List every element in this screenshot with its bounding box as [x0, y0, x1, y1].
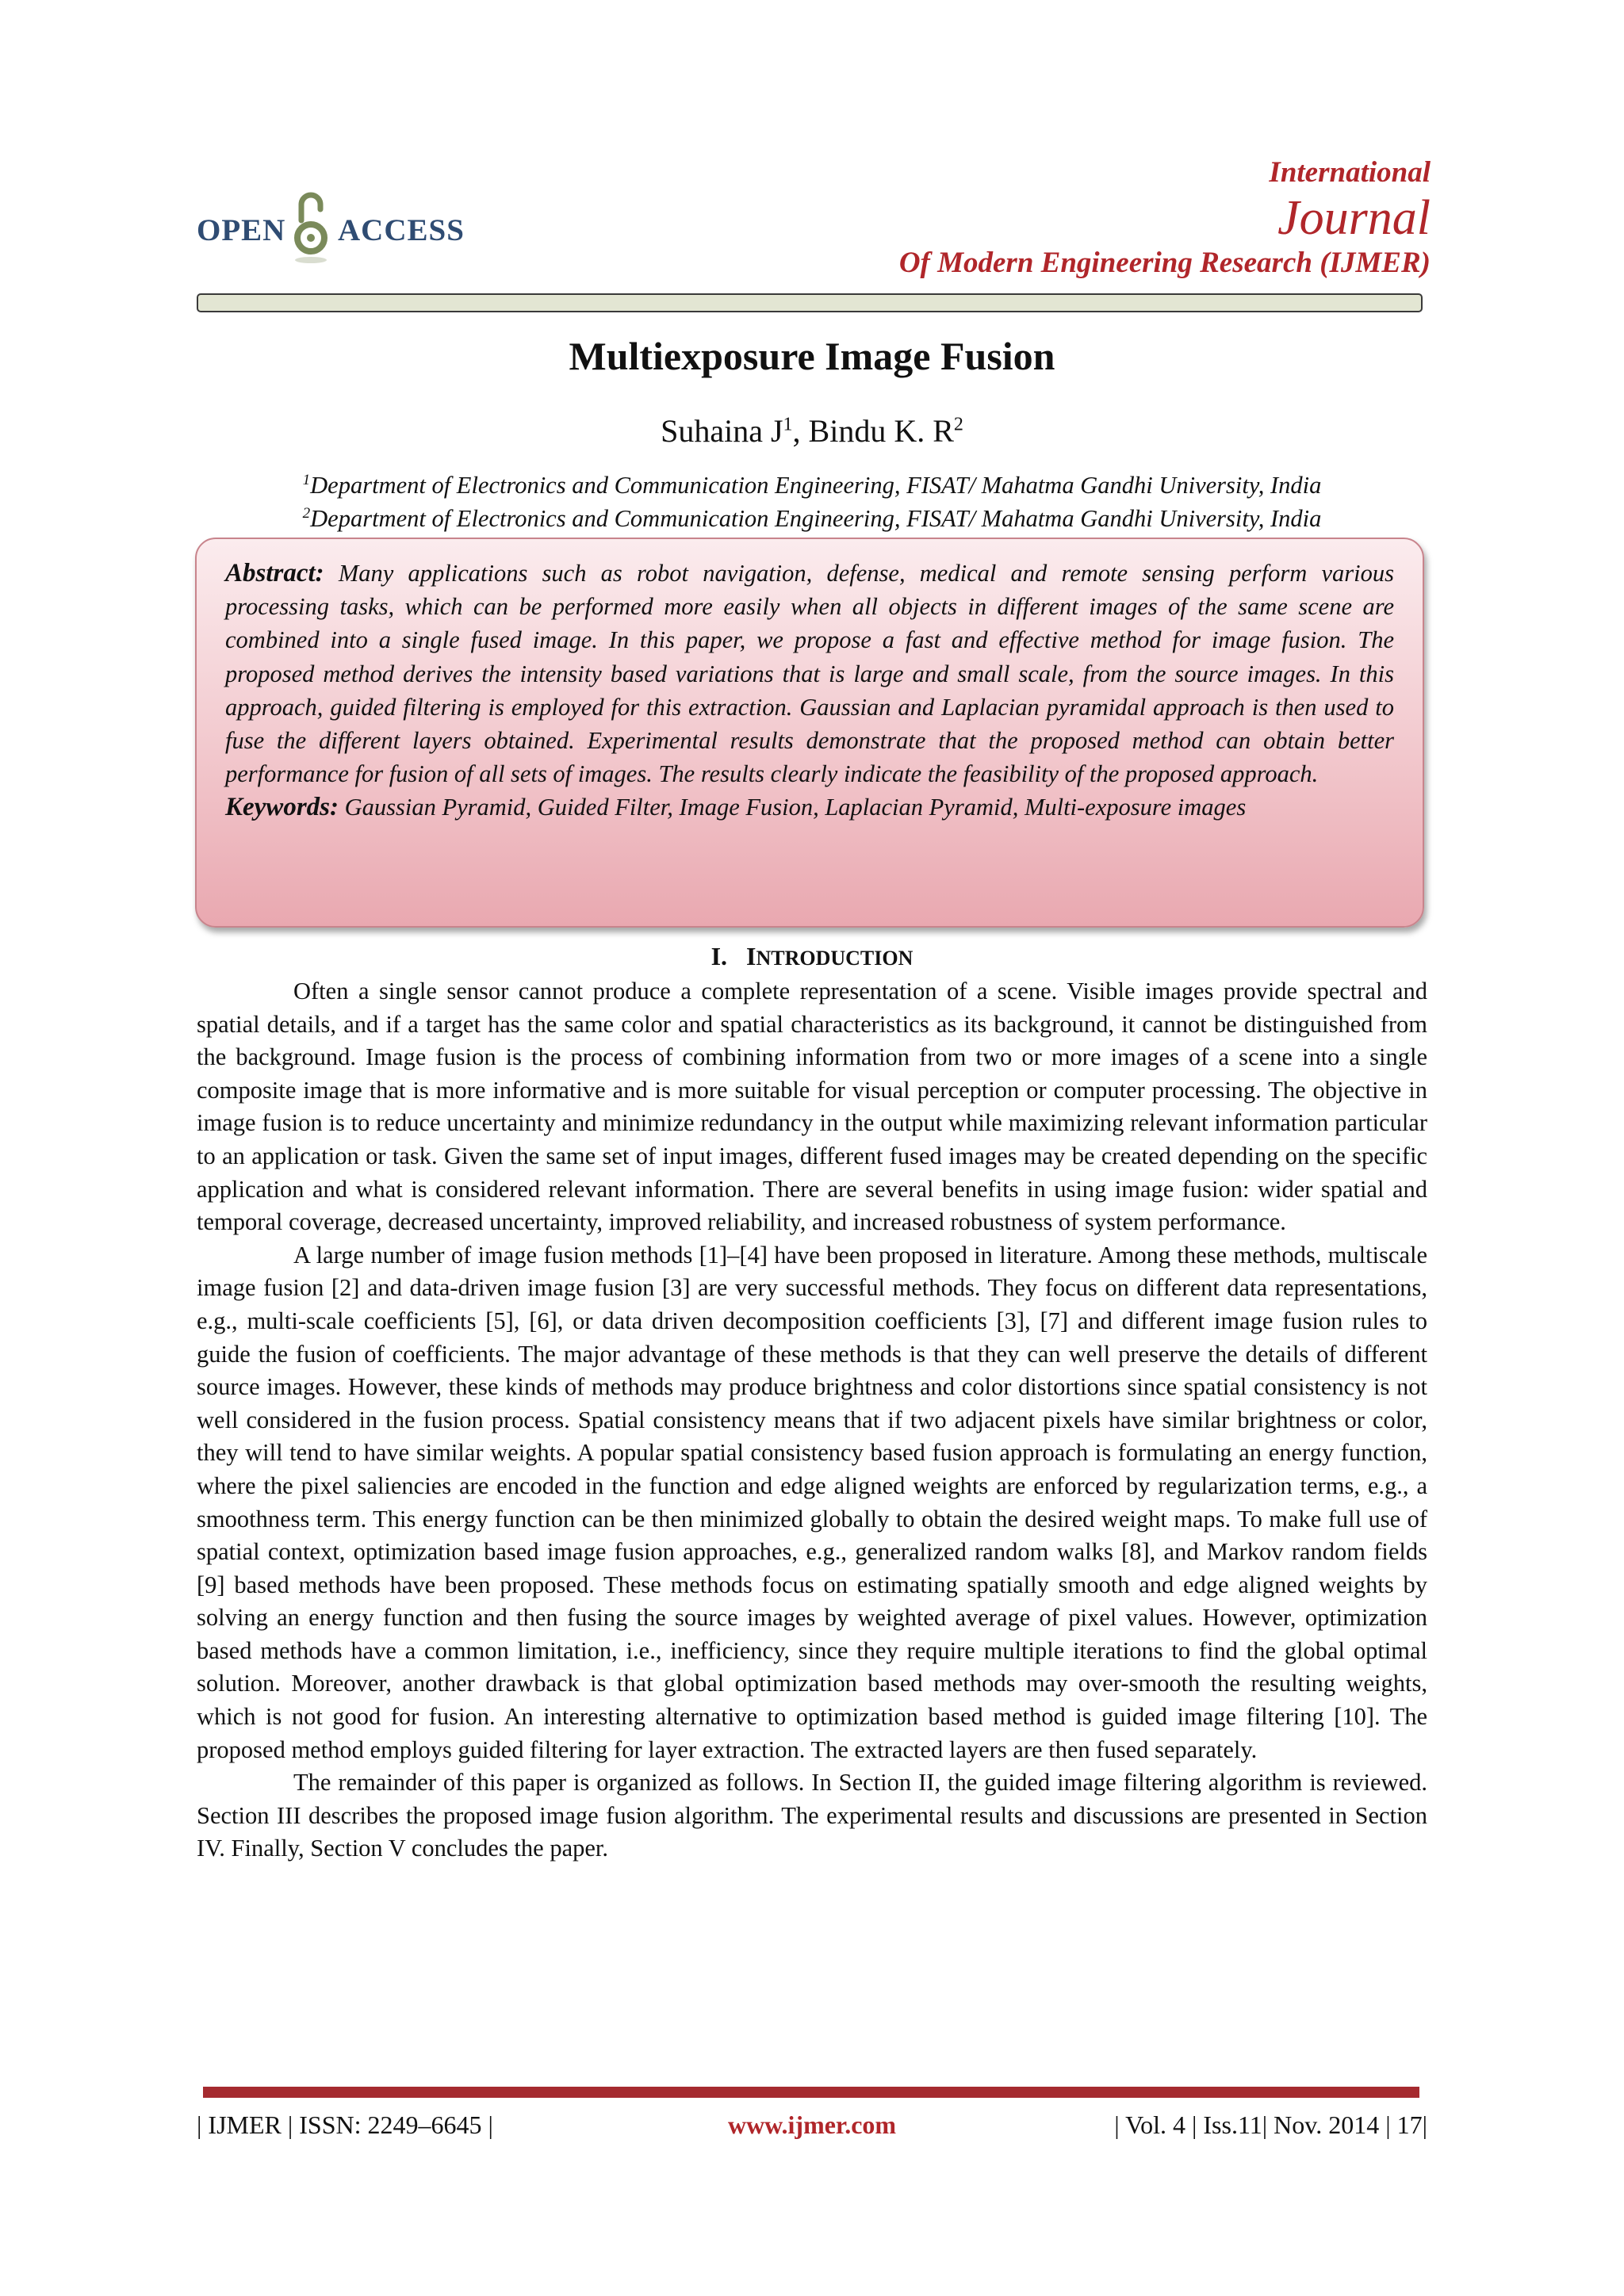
abstract-label: Abstract: [225, 559, 324, 587]
section-title-initial: I [746, 942, 756, 970]
affiliation-2-sup: 2 [302, 505, 311, 522]
author-1: Suhaina J [661, 413, 783, 449]
keywords-paragraph [225, 790, 1394, 824]
footer-divider-bar [203, 2087, 1419, 2098]
body-paragraph-2: A large number of image fusion methods [1]–[4] have been proposed in literature. Among these methods, multiscale image fusion [2] and data-driven image fusion [3] are very successful methods. They focus on different data representations, e.g., multi-scale coefficients [5], [6], or data driven decomposition coefficients [3], [7] and different image fusion rules to guide the fusion of coefficients. The major advantage of these methods is that they can well preserve the details of different source images. However, these kinds of methods may produce brightness and color distortions since spatial consistency is not well considered in the fusion process. Spatial consistency means that if two adjacent pixels have similar brightness or color, they will tend to have similar weights. A popular spatial consistency based fusion approach is formulating an energy function, where the pixel saliencies are encoded in the function and edge aligned weights are enforced by regularization terms, e.g., a smoothness term. This energy function can be then minimized globally to obtain the desired weight maps. To make full use of spatial context, optimization based image fusion approaches, e.g., generalized random walks [8], and Markov random fields [9] based methods have been proposed. These methods focus on estimating spatially smooth and edge aligned weights by solving an energy function and then fusing the source images by weighted average of pixel values. However, optimization based methods have a common limitation, i.e., inefficiency, since they require multiple iterations to find the global optimal solution. Moreover, another drawback is that global optimization based methods may over-smooth the resulting weights, which is not good for fusion. An interesting alternative to optimization based method is guided image filtering [10]. The proposed method employs guided filtering for layer extraction. The extracted layers are then fused separately. [197, 1241, 1427, 1763]
affiliation-1 [197, 464, 1427, 502]
section-heading-introduction [0, 942, 1624, 971]
abstract-paragraph [225, 557, 1394, 790]
author-2: Bindu K. R [808, 413, 954, 449]
affiliation-2-text: Department of Electronics and Communication Engineering, FISAT/ Mahatma Gandhi University, India [310, 505, 1322, 533]
author-1-sup: 1 [783, 414, 793, 435]
body-paragraph-3: The remainder of this paper is organized as follows. In Section II, the guided image filtering algorithm is reviewed. Section III describes the proposed image fusion algorithm. The experimental results and discussions are presented in Section IV. Finally, Section V concludes the paper. [197, 1769, 1427, 1862]
introduction-body [197, 975, 1427, 1866]
header-divider-bar [197, 293, 1423, 312]
abstract-text: Many applications such as robot navigation, defense, medical and remote sensing perform various processing tasks, which can be performed more easily when all objects in different images of the same scene are combined into a single fused image. In this paper, we propose a fast and effective method for image fusion. The proposed method derives the intensity based variations that is large and small scale, from the source images. In this approach, guided filtering is employed for this extraction. Gaussian and Laplacian pyramidal approach is then used to fuse the different layers obtained. Experimental results demonstrate that the proposed method can obtain better performance for fusion of all sets of images. The results clearly indicate the feasibility of the proposed approach. [225, 560, 1394, 788]
affiliation-2 [197, 497, 1427, 535]
abstract-box [195, 538, 1424, 928]
open-access-open-text: OPEN [197, 213, 286, 247]
open-access-logo [197, 189, 482, 276]
affiliation-1-sup: 1 [302, 472, 311, 488]
open-lock-icon [292, 189, 330, 265]
keywords-text: Gaussian Pyramid, Guided Filter, Image Fusion, Laplacian Pyramid, Multi-exposure images [344, 794, 1247, 821]
journal-masthead [899, 155, 1431, 281]
footer-website-link[interactable]: www.ijmer.com [727, 2110, 897, 2139]
footer-issn: | IJMER | ISSN: 2249–6645 | [197, 2110, 493, 2139]
body-paragraph-1: Often a single sensor cannot produce a complete representation of a scene. Visible images provide spectral and spatial details, and if a target has the same color and spatial characteristics as its background, it cannot be distinguished from the background. Image fusion is the process of combining information from two or more images of a scene into a single composite image that is more informative and is more suitable for visual perception or computer processing. The objective in image fusion is to reduce uncertainty and minimize redundancy in the output while maximizing relevant information particular to an application or task. Given the same set of input images, different fused images may be created depending on the specific application and what is considered relevant information. There are several benefits in using image fusion: wider spatial and temporal coverage, decreased uncertainty, improved reliability, and increased robustness of system performance. [197, 978, 1427, 1236]
section-title-rest: NTRODUCTION [756, 947, 914, 970]
journal-line-international: International [1269, 156, 1431, 189]
keywords-label: Keywords: [225, 793, 339, 822]
paper-title: Multiexposure Image Fusion [569, 334, 1055, 378]
journal-line-name: Of Modern Engineering Research (IJMER) [898, 247, 1431, 279]
footer-volume-page: | Vol. 4 | Iss.11| Nov. 2014 | 17| [1114, 2110, 1427, 2139]
affiliation-1-text: Department of Electronics and Communication Engineering, FISAT/ Mahatma Gandhi University, India [310, 472, 1322, 499]
section-number: I. [710, 942, 728, 970]
author-separator: , [792, 413, 809, 449]
journal-line-journal: Journal [1277, 191, 1431, 245]
author-line [0, 412, 1624, 450]
author-2-sup: 2 [953, 414, 963, 435]
open-access-access-text: ACCESS [338, 213, 465, 247]
